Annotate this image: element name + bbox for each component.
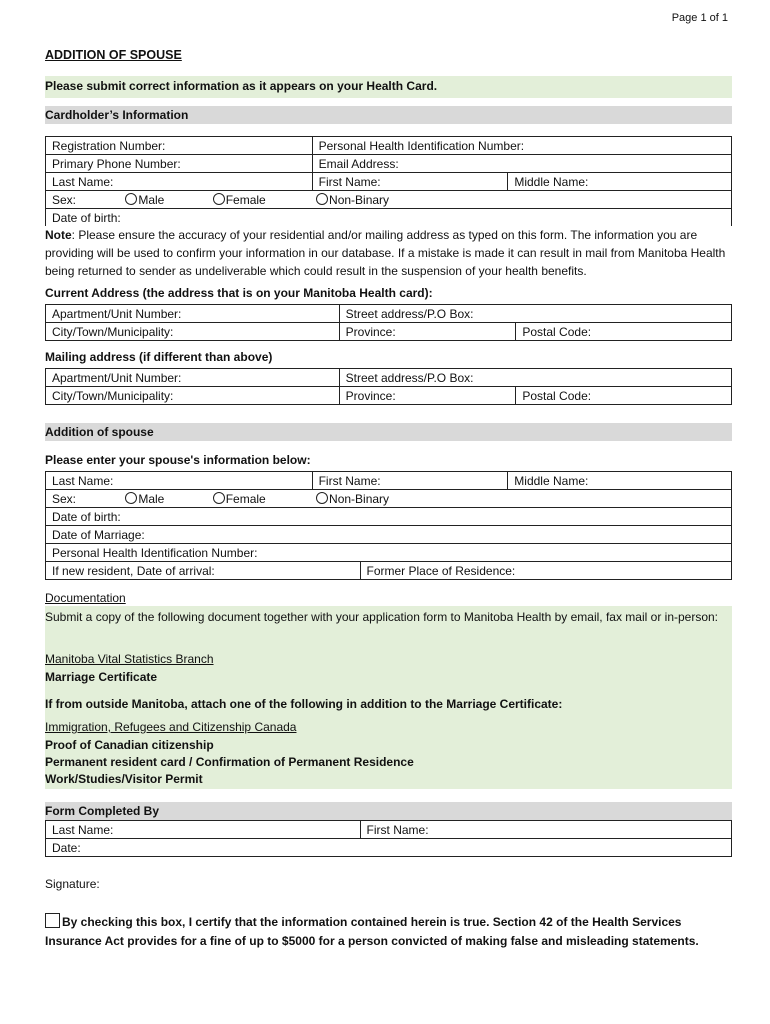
doc-permanent-resident: Permanent resident card / Confirmation of Permanent Residence bbox=[45, 755, 414, 769]
current-address-heading: Current Address (the address that is on your Manitoba Health card): bbox=[45, 286, 433, 300]
cardholder-header bbox=[45, 106, 732, 124]
spouse-phin-field[interactable]: Personal Health Identification Number: bbox=[46, 544, 732, 562]
spouse-female-option[interactable]: Female bbox=[213, 491, 313, 507]
dob-field[interactable]: Date of birth: bbox=[46, 209, 732, 227]
spouse-sex-label: Sex: bbox=[52, 491, 77, 506]
current-apt-field[interactable]: Apartment/Unit Number: bbox=[46, 305, 340, 323]
spouse-table bbox=[45, 471, 732, 580]
male-option[interactable]: Male bbox=[125, 192, 209, 208]
documentation-panel bbox=[45, 606, 732, 789]
email-field[interactable]: Email Address: bbox=[312, 155, 731, 173]
mailing-province-field[interactable]: Province: bbox=[339, 387, 516, 405]
spouse-former-field[interactable]: Former Place of Residence: bbox=[360, 562, 731, 580]
radio-icon[interactable] bbox=[125, 492, 137, 504]
page-number: Page 1 of 1 bbox=[671, 12, 728, 24]
doc-permit: Work/Studies/Visitor Permit bbox=[45, 772, 203, 786]
mailing-apt-field[interactable]: Apartment/Unit Number: bbox=[46, 369, 340, 387]
certify-checkbox[interactable] bbox=[45, 913, 60, 928]
mailing-city-field[interactable]: City/Town/Municipality: bbox=[46, 387, 340, 405]
outside-manitoba-text: If from outside Manitoba, attach one of the following in addition to the Marriage Certificate: bbox=[45, 697, 563, 711]
spouse-arrival-field[interactable]: If new resident, Date of arrival: bbox=[46, 562, 361, 580]
radio-icon[interactable] bbox=[213, 193, 225, 205]
spouse-header bbox=[45, 423, 732, 441]
middle-name-field[interactable]: Middle Name: bbox=[508, 173, 732, 191]
vital-stats-link[interactable]: Manitoba Vital Statistics Branch bbox=[45, 652, 214, 666]
spouse-dom-field[interactable]: Date of Marriage: bbox=[46, 526, 732, 544]
intro-banner bbox=[45, 76, 732, 98]
completed-date-field[interactable]: Date: bbox=[46, 839, 732, 857]
spouse-heading: Please enter your spouse's information below: bbox=[45, 453, 311, 467]
radio-icon[interactable] bbox=[125, 193, 137, 205]
completed-by-label: Form Completed By bbox=[45, 804, 160, 818]
note-label: Note bbox=[45, 228, 72, 242]
current-province-field[interactable]: Province: bbox=[339, 323, 516, 341]
ircc-link[interactable]: Immigration, Refugees and Citizenship Canada bbox=[45, 720, 297, 734]
mailing-postal-field[interactable]: Postal Code: bbox=[516, 387, 732, 405]
doc-citizenship: Proof of Canadian citizenship bbox=[45, 738, 214, 752]
spouse-header-label: Addition of spouse bbox=[45, 425, 154, 439]
spouse-sex-row bbox=[46, 490, 732, 508]
cardholder-table bbox=[45, 136, 732, 226]
current-street-field[interactable]: Street address/P.O Box: bbox=[339, 305, 731, 323]
registration-field[interactable]: Registration Number: bbox=[46, 137, 313, 155]
note-text: : Please ensure the accuracy of your residential and/or mailing address as typed on this form. The information you are providing will be used to confirm your information in our database. If a mistake is made it can result in mail from Manitoba Health being returned to sender as undeliverable which could result in the suspension of your health benefits. bbox=[45, 228, 726, 278]
cardholder-header-label: Cardholder’s Information bbox=[45, 108, 189, 122]
certify-statement bbox=[45, 913, 735, 951]
signature-label: Signature: bbox=[45, 877, 100, 891]
completed-last-field[interactable]: Last Name: bbox=[46, 821, 361, 839]
completed-first-field[interactable]: First Name: bbox=[360, 821, 731, 839]
mailing-address-heading: Mailing address (if different than above) bbox=[45, 350, 273, 364]
completed-by-header bbox=[45, 802, 732, 820]
spouse-male-option[interactable]: Male bbox=[125, 491, 209, 507]
radio-icon[interactable] bbox=[316, 492, 328, 504]
spouse-first-field[interactable]: First Name: bbox=[312, 472, 508, 490]
female-option[interactable]: Female bbox=[213, 192, 313, 208]
documentation-heading: Documentation bbox=[45, 591, 126, 605]
first-name-field[interactable]: First Name: bbox=[312, 173, 508, 191]
spouse-last-field[interactable]: Last Name: bbox=[46, 472, 313, 490]
current-city-field[interactable]: City/Town/Municipality: bbox=[46, 323, 340, 341]
intro-text: Please submit correct information as it appears on your Health Card. bbox=[45, 79, 438, 93]
note-paragraph bbox=[45, 226, 735, 280]
marriage-certificate: Marriage Certificate bbox=[45, 670, 158, 684]
current-address-table bbox=[45, 304, 732, 341]
spouse-dob-field[interactable]: Date of birth: bbox=[46, 508, 732, 526]
spouse-nonbinary-option[interactable]: Non-Binary bbox=[316, 492, 389, 506]
current-postal-field[interactable]: Postal Code: bbox=[516, 323, 732, 341]
nonbinary-option[interactable]: Non-Binary bbox=[316, 193, 389, 207]
sex-row bbox=[46, 191, 732, 209]
radio-icon[interactable] bbox=[316, 193, 328, 205]
mailing-address-table bbox=[45, 368, 732, 405]
mailing-street-field[interactable]: Street address/P.O Box: bbox=[339, 369, 731, 387]
phone-field[interactable]: Primary Phone Number: bbox=[46, 155, 313, 173]
last-name-field[interactable]: Last Name: bbox=[46, 173, 313, 191]
documentation-text: Submit a copy of the following document together with your application form to Manitoba Health by email, fax mail or in-person: bbox=[45, 610, 719, 624]
completed-by-table bbox=[45, 820, 732, 857]
form-title: ADDITION OF SPOUSE bbox=[45, 48, 182, 62]
spouse-middle-field[interactable]: Middle Name: bbox=[508, 472, 732, 490]
phin-field[interactable]: Personal Health Identification Number: bbox=[312, 137, 731, 155]
certify-text: By checking this box, I certify that the information contained herein is true. Section 42 of the Health Services Insurance Act provides for a fine of up to $5000 for a person convicted of making false and misleading statements. bbox=[45, 915, 699, 948]
radio-icon[interactable] bbox=[213, 492, 225, 504]
sex-label: Sex: bbox=[52, 192, 77, 207]
